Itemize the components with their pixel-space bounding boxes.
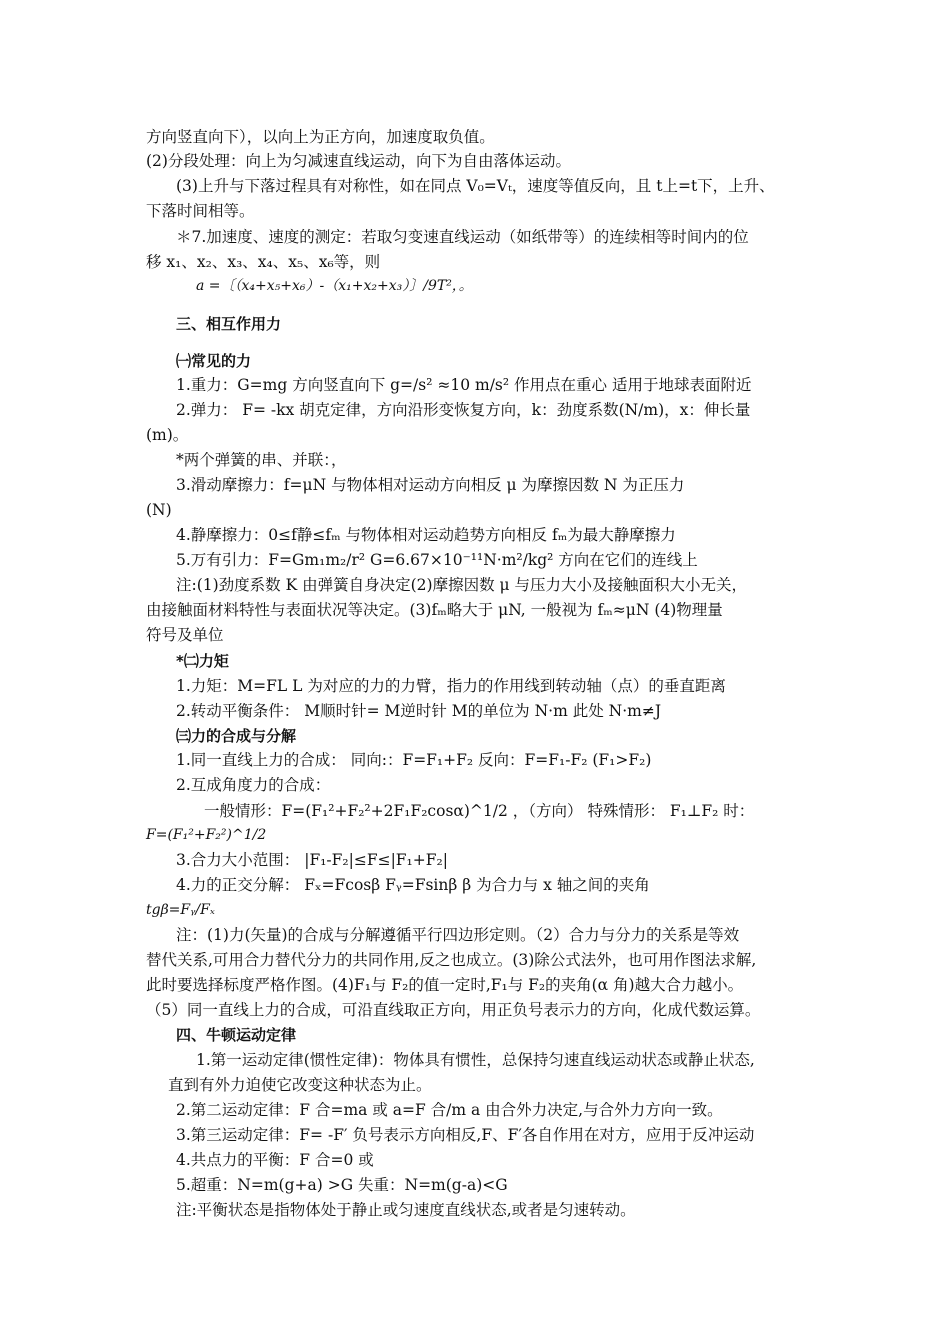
text-line: 此时要选择标度严格作图。(4)F₁与 F₂的值一定时,F₁与 F₂的夹角(α 角)越大合力越小。 <box>146 976 744 994</box>
text-line: *两个弹簧的串、并联：， <box>176 451 347 469</box>
text-line: 直到有外力迫使它改变这种状态为止。 <box>168 1076 432 1094</box>
text-line: 替代关系,可用合力替代分力的共同作用,反之也成立。(3)除公式法外，也可用作图法求解, <box>146 951 757 969</box>
text-line: 4.静摩擦力：0≤f静≤fₘ 与物体相对运动趋势方向相反 fₘ为最大静摩擦力 <box>176 526 676 544</box>
text-line: 1.同一直线上力的合成： 同向:：F=F₁+F₂ 反向：F=F₁-F₂ (F₁>F₂) <box>176 751 652 769</box>
text-line: 4.共点力的平衡：F 合=0 或 <box>176 1151 374 1169</box>
subsection-heading: *㈡力矩 <box>176 652 229 670</box>
text-line: 5.超重：N=m(g+a) >G 失重：N=m(g-a)<G <box>176 1176 508 1194</box>
text-line: 3.第三运动定律：F= -F′ 负号表示方向相反,F、F′各自作用在对方，应用于反冲运动 <box>176 1126 755 1144</box>
text-line: （5）同一直线上力的合成，可沿直线取正方向，用正负号表示力的方向，化成代数运算。 <box>146 1001 761 1019</box>
text-line: 注:平衡状态是指物体处于静止或匀速度直线状态,或者是匀速转动。 <box>176 1201 636 1219</box>
text-line: 2.转动平衡条件： M顺时针= M逆时针 M的单位为 N·m 此处 N·m≠J <box>176 702 662 720</box>
section-heading: 三、相互作用力 <box>176 315 282 333</box>
formula-line: tgβ=Fᵧ/Fₓ <box>146 902 215 918</box>
text-line: (m)。 <box>146 426 189 444</box>
subsection-heading: ㈢力的合成与分解 <box>176 727 297 745</box>
text-line: 1.第一运动定律(惯性定律)：物体具有惯性，总保持匀速直线运动状态或静止状态, <box>196 1051 755 1069</box>
text-line: 注:(1)劲度系数 K 由弹簧自身决定(2)摩擦因数 μ 与压力大小及接触面积大小无关， <box>176 576 747 594</box>
text-line: 方向竖直向下），以向上为正方向，加速度取负值。 <box>146 128 495 146</box>
text-line: 下落时间相等。 <box>146 202 255 220</box>
text-line: 1.重力：G=mg 方向竖直向下 g=/s² ≈10 m/s² 作用点在重心 适用于地球表面附近 <box>176 376 752 394</box>
text-line: 符号及单位 <box>146 626 224 644</box>
text-line: 移 x₁、x₂、x₃、x₄、x₅、x₆等，则 <box>146 253 381 271</box>
subsection-heading: ㈠常见的力 <box>176 352 252 370</box>
text-line: 4.力的正交分解： Fₓ=Fcosβ Fᵧ=Fsinβ β 为合力与 x 轴之间的夹角 <box>176 876 650 894</box>
text-line: (N) <box>146 501 172 519</box>
text-line: 2.第二运动定律：F 合=ma 或 a=F 合/m a 由合外力决定,与合外力方向一致。 <box>176 1101 723 1119</box>
text-line: 1.力矩：M=FL L 为对应的力的力臂，指力的作用线到转动轴（点）的垂直距离 <box>176 677 726 695</box>
text-line: 3.滑动摩擦力：f=μN 与物体相对运动方向相反 μ 为摩擦因数 N 为正压力 <box>176 476 685 494</box>
text-line: 一般情形：F=(F₁²+F₂²+2F₁F₂cosα)^1/2 ，（方向） 特殊情形： F₁⊥F₂ 时： <box>204 802 755 820</box>
text-line: (3)上升与下落过程具有对称性，如在同点 V₀=Vₜ，速度等值反向，且 t上=t下，上升、 <box>176 177 775 195</box>
text-line: 3.合力大小范围： |F₁-F₂|≤F≤|F₁+F₂| <box>176 851 448 869</box>
text-line: 2.弹力： F= -kx 胡克定律，方向沿形变恢复方向，k：劲度系数(N/m)，x：伸长量 <box>176 401 751 419</box>
text-line: 2.互成角度力的合成： <box>176 776 331 794</box>
formula-line: F=(F₁²+F₂²)^1/2 <box>146 827 267 843</box>
section-heading: 四、牛顿运动定律 <box>176 1026 297 1044</box>
text-line: 由接触面材料特性与表面状况等决定。(3)fₘ略大于 μN, 一般视为 fₘ≈μN (4)物理量 <box>146 601 723 619</box>
text-line: 注：(1)力(矢量)的合成与分解遵循平行四边形定则。（2）合力与分力的关系是等效 <box>176 926 740 944</box>
text-line: ＊7.加速度、速度的测定：若取匀变速直线运动（如纸带等）的连续相等时间内的位 <box>176 228 749 246</box>
formula-line: a =〔（x₄+x₅+x₆）-（x₁+x₂+x₃）〕/9T²，。 <box>196 278 473 294</box>
text-line: 5.万有引力：F=Gm₁m₂/r² G=6.67×10⁻¹¹N·m²/kg² 方向在它们的连线上 <box>176 551 698 569</box>
text-line: (2)分段处理：向上为匀减速直线运动，向下为自由落体运动。 <box>146 152 571 170</box>
